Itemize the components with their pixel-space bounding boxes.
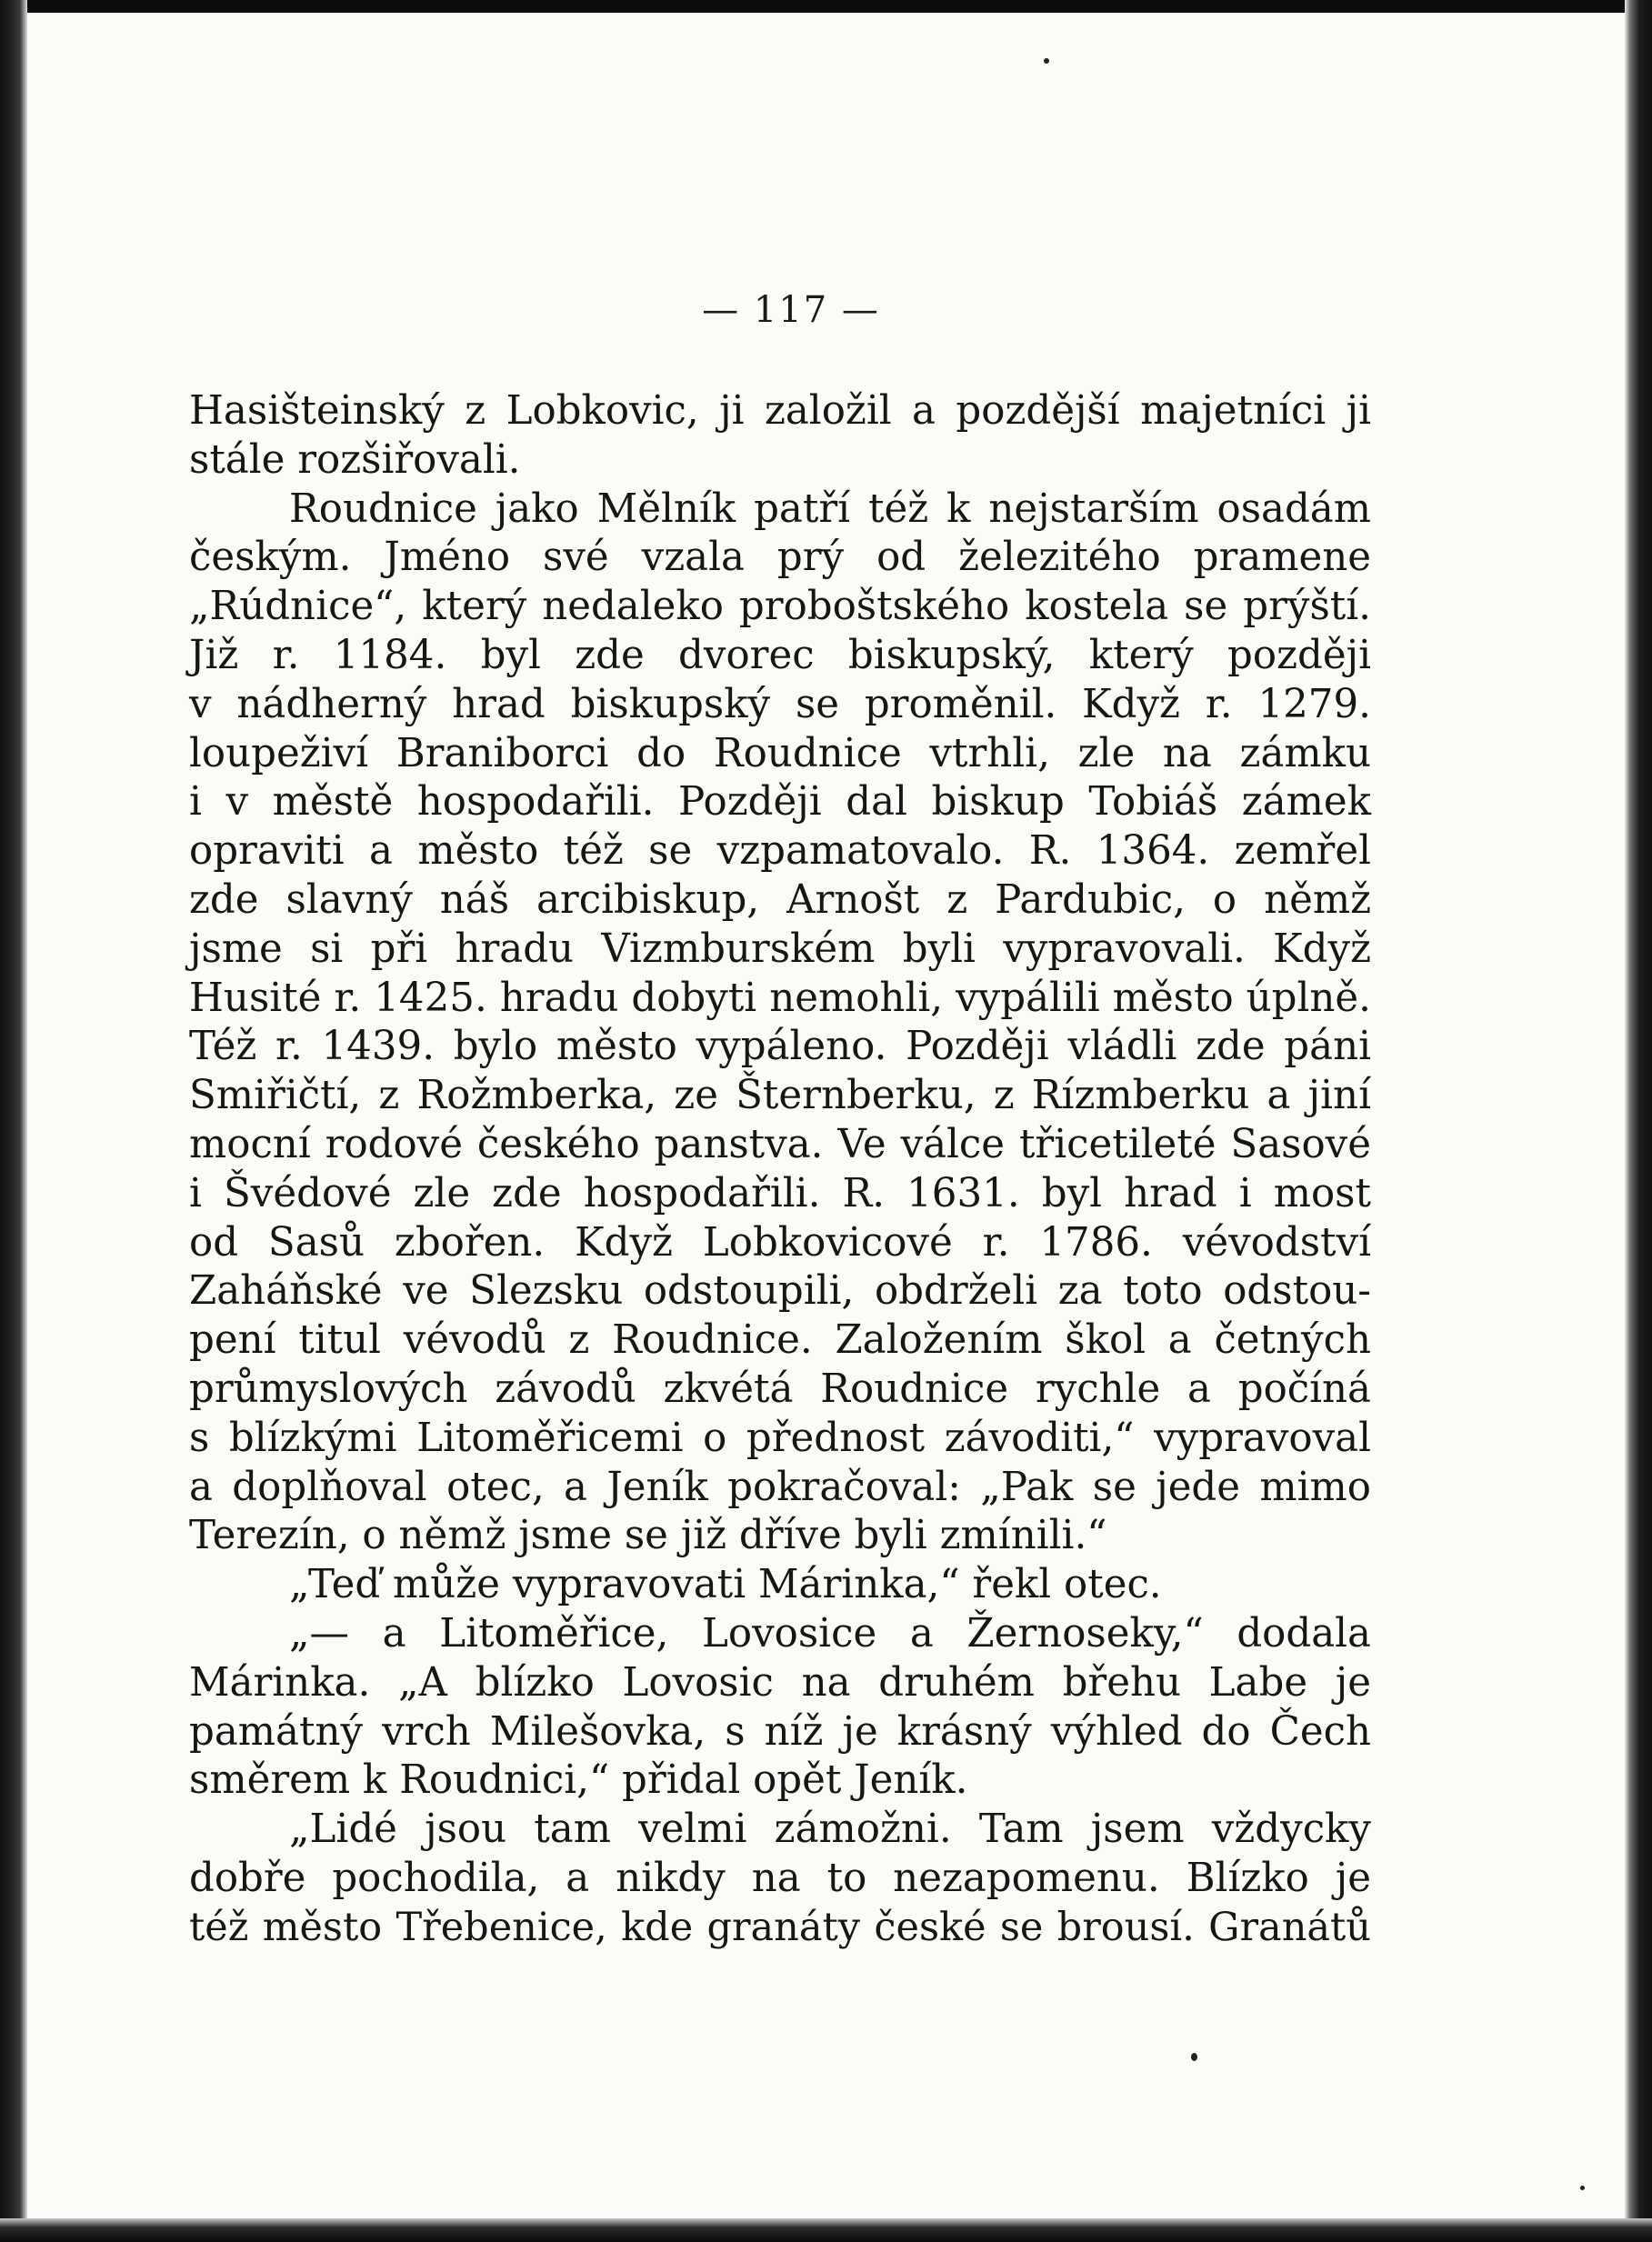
- text-line: památný vrch Milešovka, s níž je krásný výhled do Čech: [189, 1708, 1371, 1755]
- text-line: Terezín, o němž jsme se již dříve byli zmínili.“: [189, 1513, 1107, 1559]
- text-line: též město Třebenice, kde granáty české se brousí. Granátů: [189, 1904, 1371, 1950]
- text-line: stále rozšiřovali.: [189, 436, 521, 483]
- text-line: dobře pochodila, a nikdy na to nezapomenu. Blízko je: [189, 1855, 1371, 1901]
- text-line: i v městě hospodařili. Později dal biskup Tobiáš zámek: [189, 779, 1371, 826]
- text-line: „Rúdnice“, který nedaleko proboštského kostela se prýští.: [189, 584, 1371, 630]
- dust-speck: [1580, 2186, 1585, 2190]
- dust-speck: [1191, 2053, 1197, 2061]
- text-line: i Švédové zle zde hospodařili. R. 1631. byl hrad i most: [189, 1170, 1371, 1216]
- dust-speck: [1044, 58, 1049, 64]
- text-line: v nádherný hrad biskupský se proměnil. Když r. 1279.: [189, 681, 1371, 727]
- text-line: Husité r. 1425. hradu dobyti nemohli, vypálili město úplně.: [189, 975, 1371, 1021]
- text-line: „Lidé jsou tam velmi zámožni. Tam jsem vždycky: [289, 1807, 1371, 1853]
- scan-border-left: [0, 0, 27, 2242]
- text-line: od Sasů zbořen. Když Lobkovicové r. 1786. vévodství: [189, 1219, 1371, 1266]
- text-line: Smiřičtí, z Rožmberka, ze Šternberku, z Rízmberku a jiní: [189, 1073, 1371, 1119]
- text-line: zde slavný náš arcibiskup, Arnošt z Pardubic, o němž: [189, 876, 1371, 923]
- text-line: Zaháňské ve Slezsku odstoupili, obdrželi za toto odstou-: [189, 1268, 1371, 1315]
- scan-border-bottom: [0, 2218, 1652, 2242]
- text-line: Márinka. „A blízko Lovosic na druhém břehu Labe je: [189, 1659, 1371, 1706]
- text-line: „Teď může vypravovati Márinka,“ řekl otec.: [289, 1562, 1162, 1608]
- text-line: Roudnice jako Mělník patří též k nejstarším osadám: [289, 485, 1371, 532]
- text-line: a doplňoval otec, a Jeník pokračoval: „Pak se jede mimo: [189, 1464, 1371, 1510]
- scan-border-top: [0, 0, 1652, 13]
- text-line: Též r. 1439. bylo město vypáleno. Později vládli zde páni: [189, 1024, 1371, 1070]
- text-line: Hasišteinský z Lobkovic, ji založil a pozdější majetníci ji: [189, 388, 1371, 434]
- body-text: [189, 387, 1371, 1953]
- text-line: opraviti a město též se vzpamatovalo. R. 1364. zemřel: [189, 828, 1371, 875]
- text-line: Již r. 1184. byl zde dvorec biskupský, který později: [189, 632, 1371, 678]
- text-line: směrem k Roudnici,“ přidal opět Jeník.: [189, 1757, 968, 1804]
- text-line: jsme si při hradu Vizmburském byli vypravovali. Když: [189, 926, 1371, 972]
- text-line: s blízkými Litoměřicemi o přednost závoditi,“ vypravoval: [189, 1415, 1371, 1461]
- text-line: „— a Litoměřice, Lovosice a Žernoseky,“ dodala: [289, 1610, 1371, 1656]
- scan-border-right: [1625, 0, 1652, 2242]
- text-line: českým. Jméno své vzala prý od železitého pramene: [189, 535, 1371, 581]
- text-line: mocní rodové českého panstva. Ve válce třicetileté Sasové: [189, 1121, 1371, 1167]
- text-line: pení titul vévodů z Roudnice. Založením škol a četných: [189, 1317, 1371, 1364]
- text-line: loupeživí Braniborci do Roudnice vtrhli, zle na zámku: [189, 730, 1371, 776]
- page-number: — 117 —: [702, 289, 880, 331]
- text-line: průmyslových závodů zkvétá Roudnice rychle a počíná: [189, 1366, 1371, 1412]
